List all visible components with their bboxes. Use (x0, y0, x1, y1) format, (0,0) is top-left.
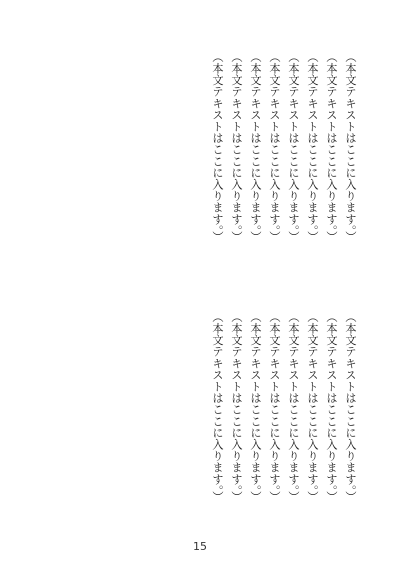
paragraph: （本文テキストはここに入ります。） (211, 51, 224, 243)
paragraph: （本文テキストはここに入ります。） (249, 51, 262, 243)
paragraph: （本文テキストはここに入ります。） (249, 311, 262, 503)
paragraph: （本文テキストはここに入ります。） (306, 311, 319, 503)
paragraph: （本文テキストはここに入ります。） (344, 311, 357, 503)
paragraph: （本文テキストはここに入ります。） (268, 51, 281, 243)
text-block-lower (40, 300, 360, 530)
paragraph: （本文テキストはここに入ります。） (325, 311, 338, 503)
paragraph: （本文テキストはここに入ります。） (230, 51, 243, 243)
paragraph: （本文テキストはここに入ります。） (344, 51, 357, 243)
paragraph: （本文テキストはここに入ります。） (306, 51, 319, 243)
paragraph: （本文テキストはここに入ります。） (230, 311, 243, 503)
paragraph: （本文テキストはここに入ります。） (287, 311, 300, 503)
paragraph: （本文テキストはここに入ります。） (287, 51, 300, 243)
paragraph: （本文テキストはここに入ります。） (325, 51, 338, 243)
paragraph: （本文テキストはここに入ります。） (211, 311, 224, 503)
paragraph: （本文テキストはここに入ります。） (268, 311, 281, 503)
text-block-upper (40, 40, 360, 270)
page-number: 15 (193, 540, 207, 553)
